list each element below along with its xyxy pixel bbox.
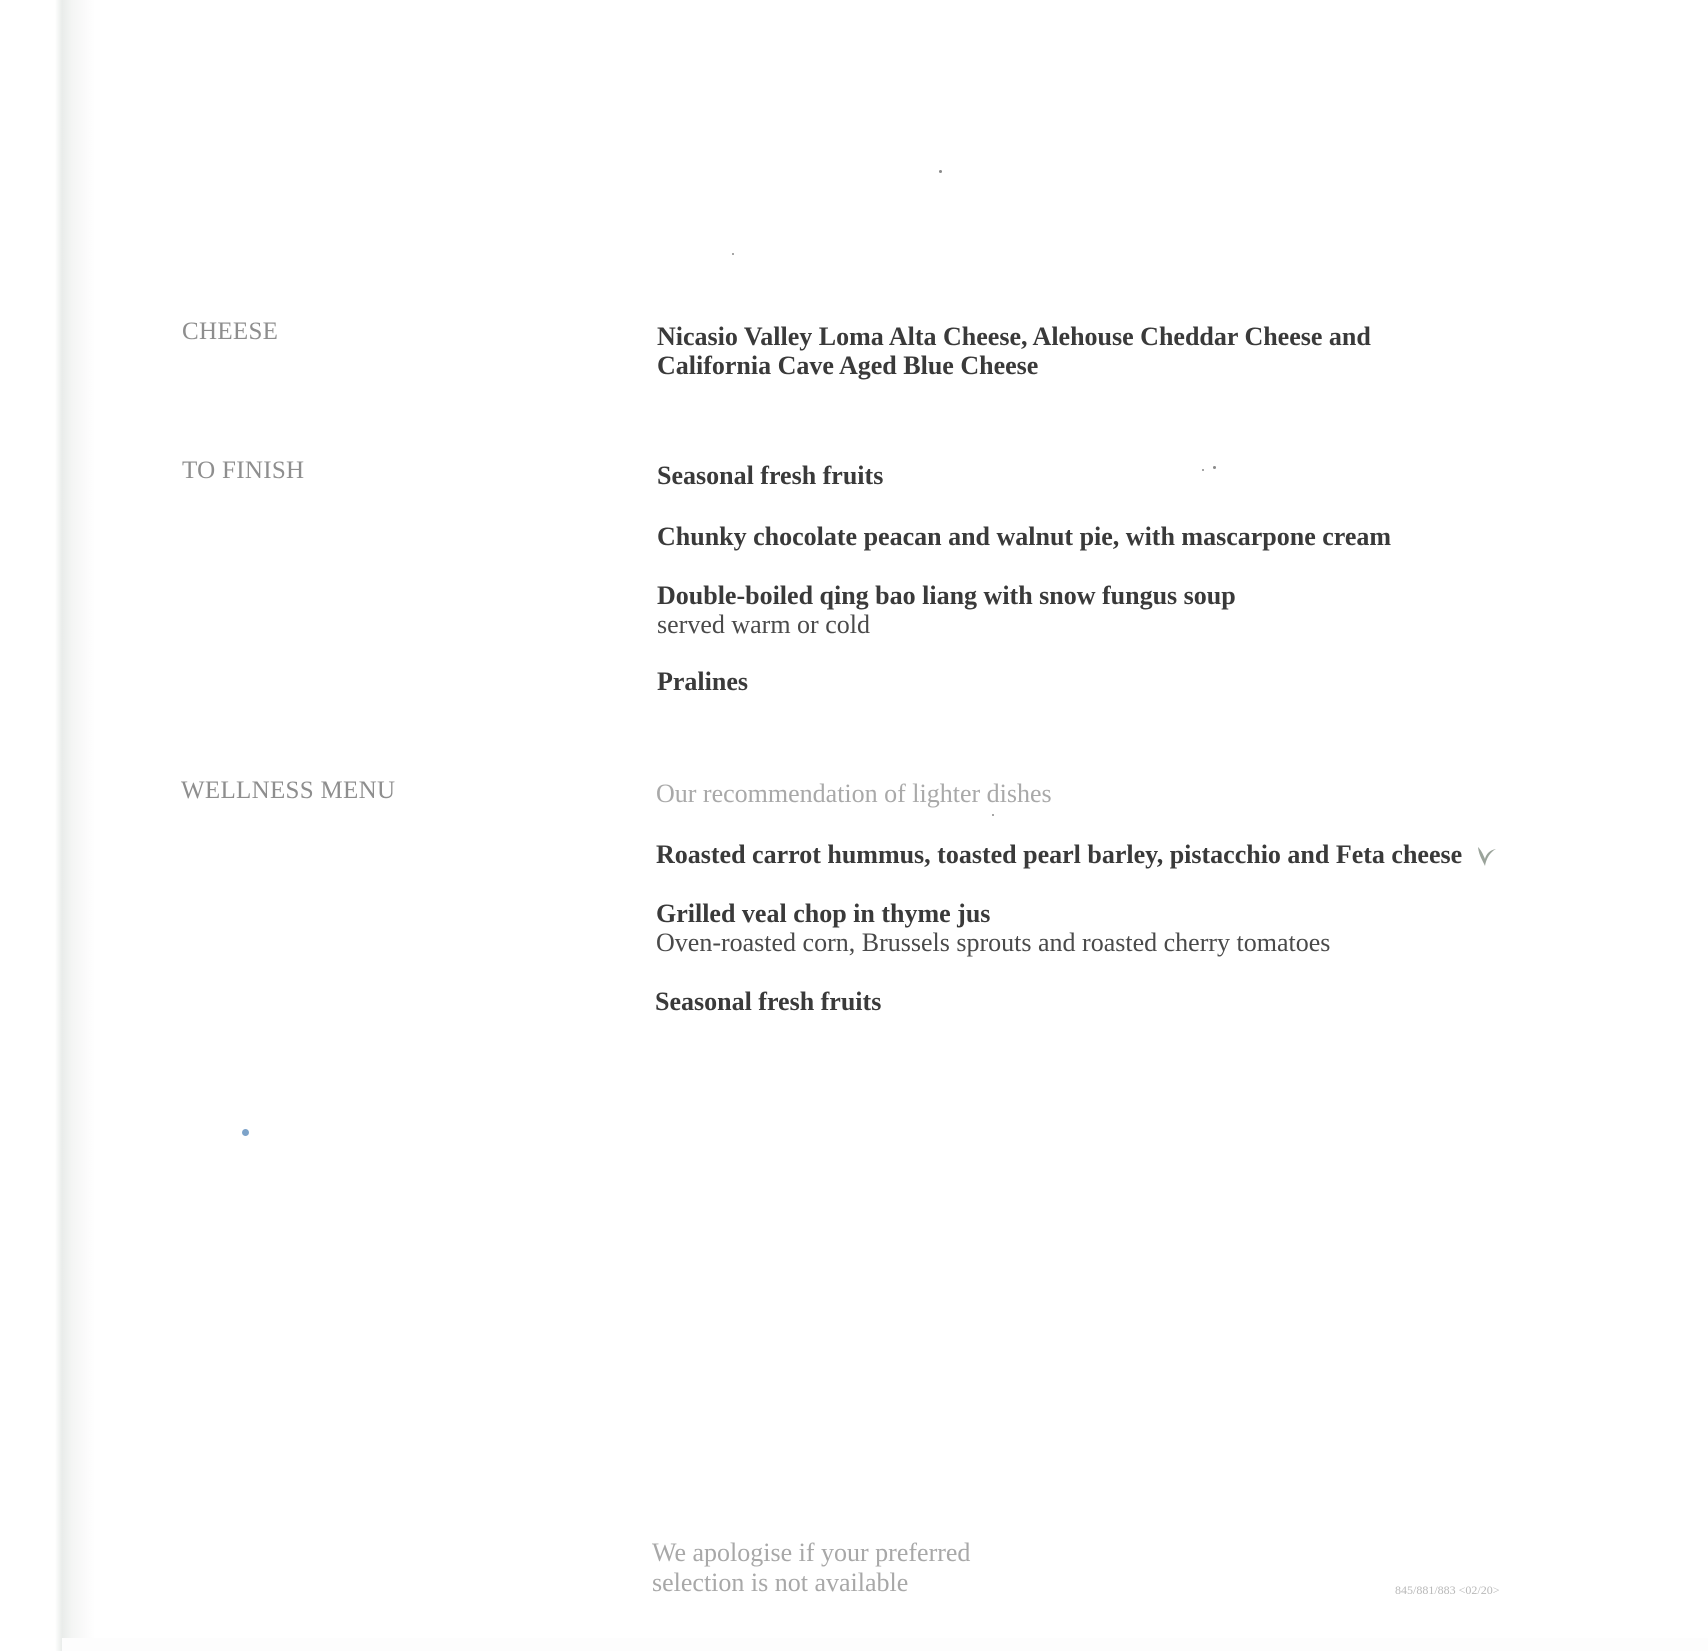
menu-item-name: Seasonal fresh fruits <box>657 461 884 490</box>
availability-note-line: We apologise if your preferred <box>652 1538 971 1567</box>
scan-speck <box>939 170 942 173</box>
menu-item-name-text: Roasted carrot hummus, toasted pearl barley, pistacchio and Feta cheese <box>656 840 1463 869</box>
menu-item <box>657 522 1391 551</box>
menu-item-name: California Cave Aged Blue Cheese <box>657 351 1039 380</box>
menu-item <box>657 581 1236 639</box>
menu-item-name: Seasonal fresh fruits <box>655 987 882 1016</box>
menu-item-name <box>656 840 1498 870</box>
section-label-cheese: CHEESE <box>182 318 279 345</box>
menu-item-name: Double-boiled qing bao liang with snow fungus soup <box>657 581 1236 610</box>
menu-item-description: Oven-roasted corn, Brussels sprouts and roasted cherry tomatoes <box>656 928 1331 957</box>
scan-speck <box>1202 469 1204 471</box>
menu-item <box>657 667 748 696</box>
scan-speck <box>732 253 734 255</box>
menu-item-name: Grilled veal chop in thyme jus <box>656 899 991 928</box>
section-label-wellness-menu: WELLNESS MENU <box>181 777 396 804</box>
menu-item <box>657 322 1371 380</box>
vegetarian-leaf-icon <box>1472 844 1498 870</box>
menu-item-name: Chunky chocolate peacan and walnut pie, with mascarpone cream <box>657 522 1392 551</box>
menu-item-description: served warm or cold <box>657 610 870 639</box>
menu-item <box>655 987 881 1016</box>
scan-speck <box>992 814 994 816</box>
menu-item-name: Pralines <box>657 667 748 696</box>
menu-item-name: Nicasio Valley Loma Alta Cheese, Alehouse Cheddar Cheese and <box>657 322 1371 351</box>
page-binding-shadow <box>0 0 95 1651</box>
scan-speck <box>242 1129 249 1136</box>
section-label-to-finish: TO FINISH <box>182 457 305 484</box>
page-bottom-edge <box>62 1638 1708 1651</box>
availability-note-line: selection is not available <box>652 1568 909 1597</box>
scan-speck <box>1213 466 1216 469</box>
availability-note <box>652 1538 970 1598</box>
menu-code: 845/881/883 <02/20> <box>1395 1583 1500 1597</box>
wellness-intro: Our recommendation of lighter dishes <box>656 779 1052 808</box>
menu-item <box>656 899 1330 957</box>
menu-item <box>657 461 883 490</box>
menu-item <box>656 840 1498 870</box>
